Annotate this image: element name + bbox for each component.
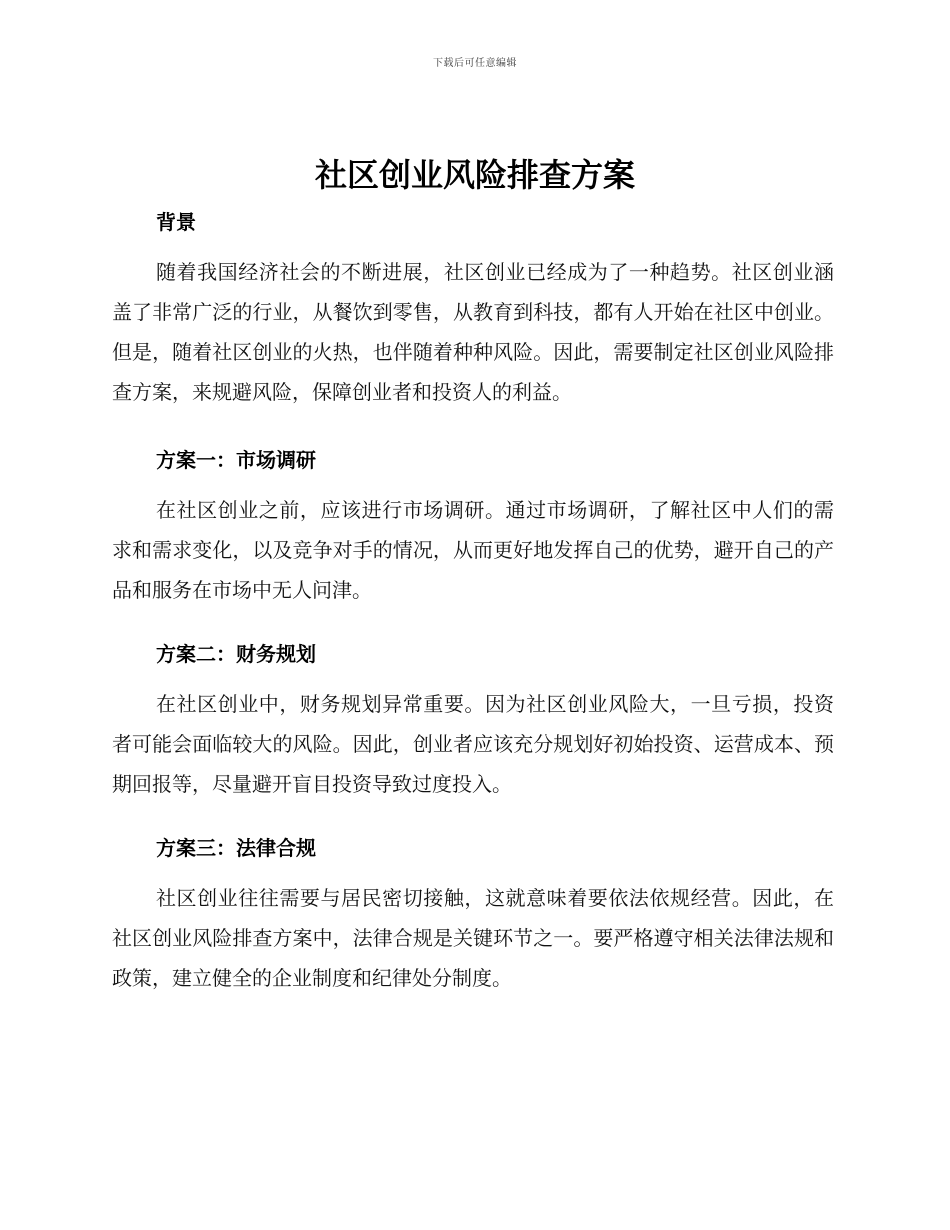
page-header-note: 下载后可任意编辑 — [433, 58, 517, 69]
section-heading-background: 背景 — [156, 210, 196, 234]
section-body-market-research: 在社区创业之前，应该进行市场调研。通过市场调研，了解社区中人们的需求和需求变化，以及竞争对手的情况，从而更好地发挥自己的优势，避开自己的产品和服务在市场中无人问津。 — [112, 498, 834, 602]
section-heading-market-research: 方案一：市场调研 — [156, 448, 316, 472]
section-heading-financial-planning: 方案二：财务规划 — [156, 642, 316, 666]
section-body-background: 随着我国经济社会的不断进展，社区创业已经成为了一种趋势。社区创业涵盖了非常广泛的行业，从餐饮到零售，从教育到科技，都有人开始在社区中创业。但是，随着社区创业的火热，也伴随着种种风险。因此，需要制定社区创业风险排查方案，来规避风险，保障创业者和投资人的利益。 — [112, 260, 834, 404]
section-body-financial-planning: 在社区创业中，财务规划异常重要。因为社区创业风险大，一旦亏损，投资者可能会面临较大的风险。因此，创业者应该充分规划好初始投资、运营成本、预期回报等，尽量避开盲目投资导致过度投入。 — [112, 692, 834, 796]
section-body-legal-compliance: 社区创业往往需要与居民密切接触，这就意味着要依法依规经营。因此，在社区创业风险排查方案中，法律合规是关键环节之一。要严格遵守相关法律法规和政策，建立健全的企业制度和纪律处分制度。 — [112, 886, 834, 990]
section-heading-legal-compliance: 方案三：法律合规 — [156, 836, 316, 860]
document-title: 社区创业风险排查方案 — [314, 156, 635, 194]
